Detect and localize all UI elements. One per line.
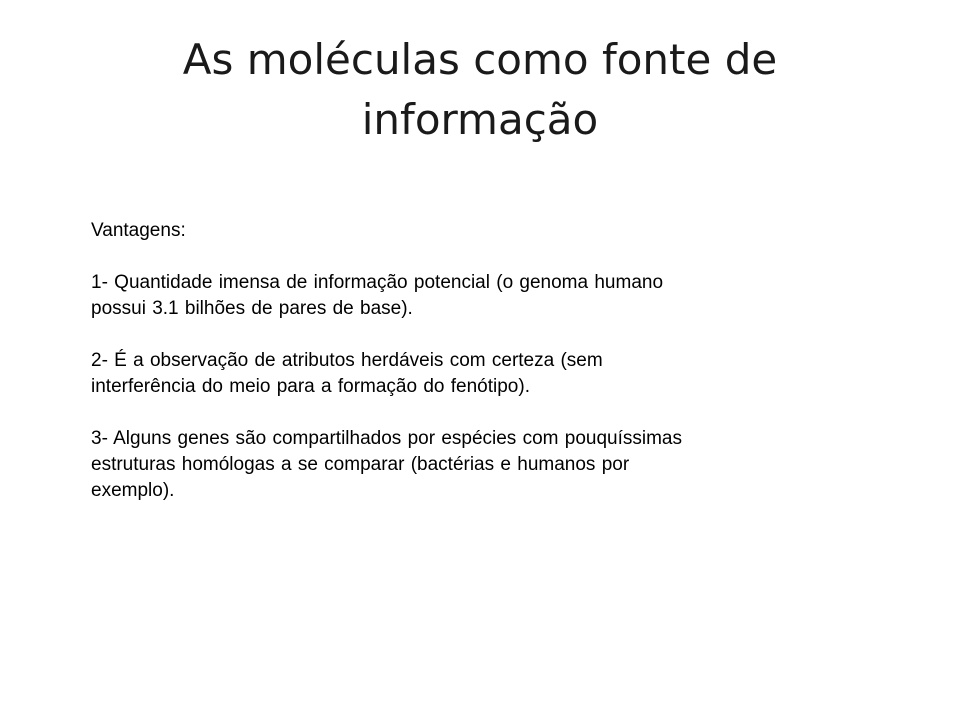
advantage-item-1	[91, 270, 871, 322]
advantage-1-line-2: possui 3.1 bilhões de pares de base).	[91, 298, 413, 319]
intro-text: Vantagens:	[91, 220, 186, 241]
slide-body	[91, 218, 871, 504]
advantage-2-line-1: 2- É a observação de atributos herdáveis com certeza (sem	[91, 350, 603, 371]
advantage-1-line-1: 1- Quantidade imensa de informação potencial (o genoma humano	[91, 272, 664, 293]
advantage-3-line-1: 3- Alguns genes são compartilhados por espécies com pouquíssimas	[91, 428, 682, 449]
advantage-item-3	[91, 426, 871, 504]
slide-title: As moléculas como fonte de informação	[182, 35, 778, 144]
spacer	[91, 244, 871, 270]
spacer	[91, 400, 871, 426]
advantage-item-2	[91, 348, 871, 400]
spacer	[91, 322, 871, 348]
advantage-3-line-2: estruturas homólogas a se comparar (bactérias e humanos por	[91, 454, 630, 475]
advantage-2-line-2: interferência do meio para a formação do fenótipo).	[91, 376, 530, 397]
advantage-3-line-3: exemplo).	[91, 480, 175, 501]
